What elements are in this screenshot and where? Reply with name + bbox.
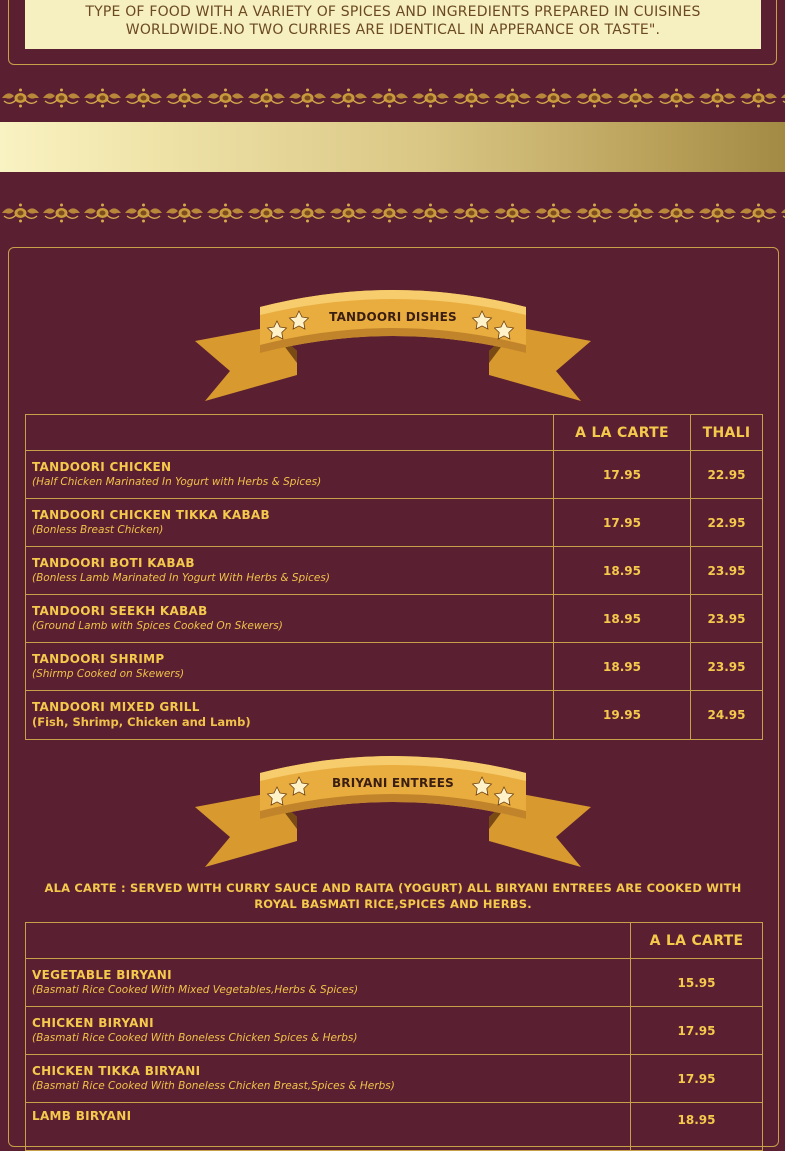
price-thali: 22.95 — [691, 499, 763, 547]
price-a-la-carte: 18.95 — [631, 1103, 763, 1151]
item-name: TANDOORI BOTI KABAB — [32, 555, 195, 570]
price-a-la-carte: 18.95 — [554, 595, 691, 643]
ribbon-biryani — [195, 749, 591, 869]
item-desc: (Ground Lamb with Spices Cooked On Skewers) — [32, 619, 283, 632]
item-name: CHICKEN BIRYANI — [32, 1015, 154, 1030]
table-row — [26, 1007, 763, 1055]
tandoori-table — [25, 414, 763, 740]
table-row — [26, 595, 763, 643]
table-row — [26, 643, 763, 691]
gold-banner-band — [0, 122, 785, 172]
item-name: TANDOORI SHRIMP — [32, 651, 165, 666]
biryani-table — [25, 922, 763, 1151]
item-desc: (Basmati Rice Cooked With Boneless Chicken Spices & Herbs) — [32, 1031, 358, 1044]
table-row — [26, 499, 763, 547]
price-a-la-carte: 15.95 — [631, 959, 763, 1007]
price-thali: 22.95 — [691, 451, 763, 499]
ribbon-banner-icon — [195, 749, 591, 869]
ornament-pattern-icon — [0, 86, 785, 110]
item-desc: (Basmati Rice Cooked With Boneless Chicken Breast,Spices & Herbs) — [32, 1079, 395, 1092]
table-row — [26, 451, 763, 499]
item-name: VEGETABLE BIRYANI — [32, 967, 172, 982]
item-name: CHICKEN TIKKA BIRYANI — [32, 1063, 201, 1078]
item-desc: (Shirmp Cooked on Skewers) — [32, 667, 185, 680]
table-header-row — [26, 923, 763, 959]
item-name: TANDOORI CHICKEN — [32, 459, 172, 474]
table-row — [26, 1103, 763, 1151]
price-a-la-carte: 17.95 — [554, 451, 691, 499]
price-a-la-carte: 18.95 — [554, 547, 691, 595]
ribbon-title: BRIYANI ENTREES — [331, 776, 455, 790]
table-row — [26, 691, 763, 740]
price-thali: 23.95 — [691, 643, 763, 691]
header-thali: THALI — [691, 415, 763, 451]
item-desc: (Basmati Rice Cooked With Mixed Vegetables,Herbs & Spices) — [32, 983, 359, 996]
item-name: TANDOORI MIXED GRILL — [32, 700, 200, 714]
ornament-border-top — [0, 86, 785, 110]
intro-text: TYPE OF FOOD WITH A VARIETY OF SPICES AND INGREDIENTS PREPARED IN CUISINES WORLDWIDE.NO TWO CURRIES ARE IDENTICAL IN APPERANCE OR TASTE". — [25, 0, 761, 49]
item-name: TANDOORI SEEKH KABAB — [32, 603, 208, 618]
price-a-la-carte: 19.95 — [554, 691, 691, 740]
item-desc: (Bonless Lamb Marinated In Yogurt With Herbs & Spices) — [32, 571, 330, 584]
price-thali: 24.95 — [691, 691, 763, 740]
item-name: TANDOORI CHICKEN TIKKA KABAB — [32, 507, 270, 522]
ornament-border-bottom — [0, 201, 785, 225]
price-thali: 23.95 — [691, 595, 763, 643]
price-a-la-carte: 17.95 — [631, 1007, 763, 1055]
item-desc: (Half Chicken Marinated In Yogurt with Herbs & Spices) — [32, 475, 322, 488]
table-row — [26, 959, 763, 1007]
header-a-la-carte: A LA CARTE — [554, 415, 691, 451]
ornament-pattern-icon — [0, 201, 785, 225]
header-item — [26, 415, 554, 451]
item-name: LAMB BIRYANI — [32, 1109, 132, 1123]
item-desc: (Fish, Shrimp, Chicken and Lamb) — [32, 715, 251, 729]
ribbon-banner-icon — [195, 283, 591, 403]
header-a-la-carte: A LA CARTE — [631, 923, 763, 959]
price-a-la-carte: 17.95 — [554, 499, 691, 547]
ribbon-title: TANDOORI DISHES — [329, 310, 457, 324]
price-a-la-carte: 17.95 — [631, 1055, 763, 1103]
item-desc: (Bonless Breast Chicken) — [32, 523, 164, 536]
table-header-row — [26, 415, 763, 451]
ribbon-tandoori — [195, 283, 591, 403]
header-item — [26, 923, 631, 959]
biryani-note: ALA CARTE : SERVED WITH CURRY SAUCE AND RAITA (YOGURT) ALL BIRYANI ENTREES ARE COOKED WITH ROYAL BASMATI RICE,SPICES AND HERBS. — [44, 881, 742, 911]
table-row — [26, 1055, 763, 1103]
price-a-la-carte: 18.95 — [554, 643, 691, 691]
table-row — [26, 547, 763, 595]
price-thali: 23.95 — [691, 547, 763, 595]
